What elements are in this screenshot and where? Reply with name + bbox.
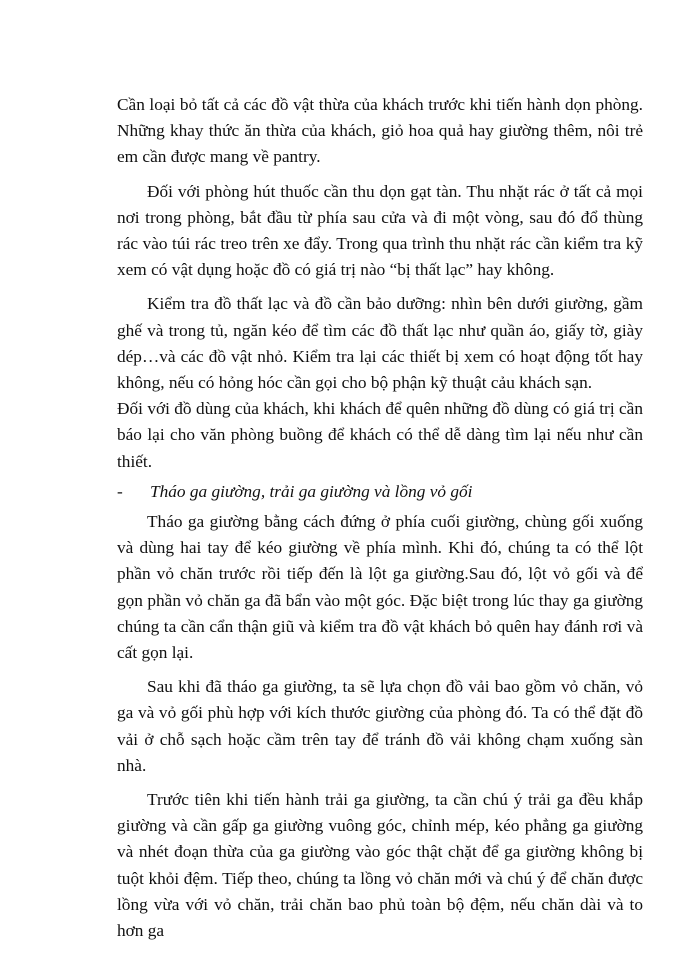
paragraph-collect-trash: Đối với phòng hút thuốc cần thu dọn gạt tàn. Thu nhặt rác ở tất cả mọi nơi trong phòng, bắt đầu từ phía sau cửa và đi một vòng, sau đó đổ thùng rác vào túi rác treo trên xe đẩy. Trong qua trình thu nhặt rác cần kiểm tra kỹ xem có vật dụng hoặc đồ có giá trị nào “bị thất lạc” hay không.: [117, 181, 643, 280]
bullet-marker: -: [117, 481, 123, 501]
paragraph-make-bed: Trước tiên khi tiến hành trải ga giường, ta cần chú ý trải ga đều khắp giường và cần gấp ga giường vuông góc, chỉnh mép, kéo phẳng ga giường và nhét đoạn thừa của ga giường vào góc thật chặt để ga giường không bị tuột khỏi đệm. Tiếp theo, chúng ta lồng vỏ chăn mới và chú ý để chăn được lồng vừa với vỏ chăn, trải chăn bao phủ toàn bộ đệm, nếu chăn dài và to hơn ga: [117, 790, 643, 941]
paragraph-check-lost-items: Kiểm tra đồ thất lạc và đồ cần bảo dưỡng: nhìn bên dưới giường, gầm ghế và trong tủ, ngăn kéo để tìm các đồ thất lạc như quần áo, giấy tờ, giày dép…và các đồ vật nhỏ. Kiểm tra lại các thiết bị xem có hoạt động tốt hay không, nếu có hỏng hóc cần gọi cho bộ phận kỹ thuật cảu khách sạn.: [117, 294, 643, 393]
paragraph-remove-guest-items: Cần loại bỏ tất cả các đồ vật thừa của khách trước khi tiến hành dọn phòng. Những khay thức ăn thừa của khách, giỏ hoa quả hay giường thêm, nôi trẻ em cần được mang về pantry.: [117, 95, 643, 167]
document-body: [117, 92, 643, 944]
paragraph-select-linen: Sau khi đã tháo ga giường, ta sẽ lựa chọn đồ vải bao gồm vỏ chăn, vỏ ga và vỏ gối phù hợp với kích thước giường của phòng đó. Ta có thể đặt đồ vải ở chỗ sạch hoặc cầm trên tay để tránh đồ vải không chạm xuống sàn nhà.: [117, 677, 643, 775]
paragraph-strip-bed: Tháo ga giường bằng cách đứng ở phía cuối giường, chùng gối xuống và dùng hai tay để kéo giường về phía mình. Khi đó, chúng ta có thể lột phần vỏ chăn trước rồi tiếp đến là lột ga giường.Sau đó, lột vỏ gối và để gọn phần vỏ chăn ga đã bẩn vào một góc. Đặc biệt trong lúc thay ga giường chúng ta cần cẩn thận giũ và kiểm tra đồ vật khách bỏ quên hay đánh rơi và cất gọn lại.: [117, 512, 643, 663]
section-heading: Tháo ga giường, trải ga giường và lồng vỏ gối: [150, 481, 473, 501]
section-bullet: [117, 479, 643, 505]
paragraph-guest-belongings: Đối với đồ dùng của khách, khi khách để quên những đồ dùng có giá trị cần báo lại cho văn phòng buồng để khách có thể dễ dàng tìm lại nếu như cần thiết.: [117, 399, 643, 471]
